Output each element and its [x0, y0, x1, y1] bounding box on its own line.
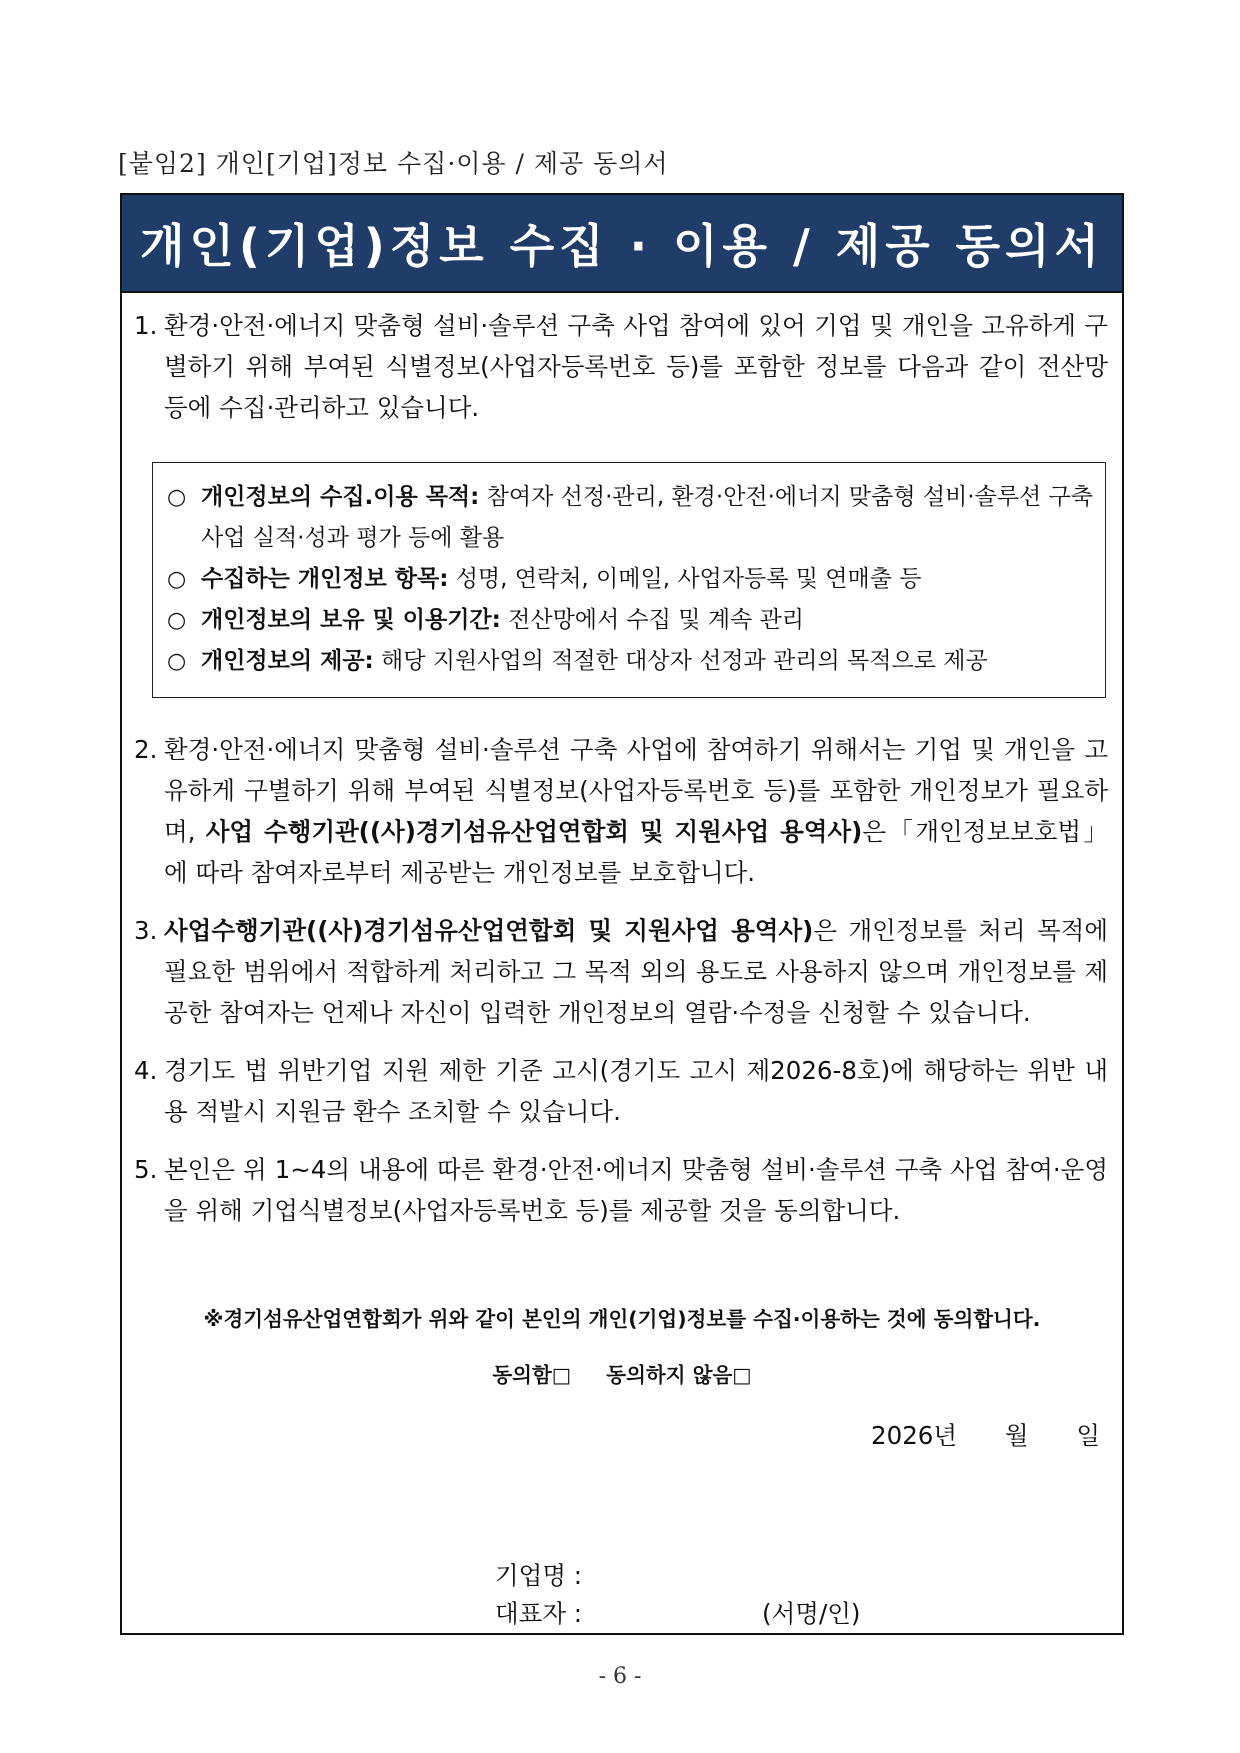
representative-label: 대표자 :	[495, 1599, 583, 1628]
item-3	[134, 910, 1108, 1033]
box-item-fields	[167, 559, 1093, 600]
item-1	[134, 305, 1108, 428]
date-year: 2026년	[871, 1421, 958, 1450]
box-item-label: 개인정보의 보유 및 이용기간:	[201, 607, 501, 633]
company-name-line	[495, 1557, 582, 1592]
form-title: 개인(기업)정보 수집 · 이용 / 제공 동의서	[122, 195, 1122, 293]
agree-checkbox[interactable]: 동의함□	[492, 1363, 572, 1387]
item-1-number: 1.	[134, 311, 158, 340]
box-item-label: 개인정보의 제공:	[201, 648, 374, 674]
company-name-label: 기업명 :	[495, 1561, 583, 1590]
page-number: - 6 -	[598, 1664, 642, 1689]
box-item-text: 전산망에서 수집 및 계속 관리	[500, 607, 805, 633]
collection-details-box	[152, 462, 1106, 698]
item-2-number: 2.	[134, 735, 158, 764]
item-2-text-a: 환경·안전·에너지 맞춤형 설비·솔루션 구축 사업에 참여하기 위해서는 기업 및 개인을 고유하게 구별하기 위해 부여된 식별정보(사업자등록번호 등)를 포함한 개인정보가 필요하며,	[164, 735, 1108, 846]
box-item-label: 개인정보의 수집.이용 목적:	[201, 484, 480, 510]
attachment-label: [붙임2] 개인[기업]정보 수집·이용 / 제공 동의서	[118, 149, 669, 178]
item-4-number: 4.	[134, 1056, 158, 1085]
item-2-bold: 사업 수행기관((사)경기섬유산업연합회 및 지원사업 용역사)	[205, 817, 863, 846]
item-5-text: 본인은 위 1~4의 내용에 따른 환경·안전·에너지 맞춤형 설비·솔루션 구축 사업 참여·운영을 위해 기업식별정보(사업자등록번호 등)를 제공할 것을 동의합니다.	[164, 1155, 1108, 1225]
item-2-text-b: 은「개인정보보호법」에 따라 참여자로부터 제공받는 개인정보를 보호합니다.	[164, 817, 1108, 887]
disagree-checkbox[interactable]: 동의하지 않음□	[606, 1363, 752, 1387]
item-4	[134, 1050, 1108, 1132]
item-3-bold: 사업수행기관((사)경기섬유산업연합회 및 지원사업 용역사)	[164, 916, 814, 945]
box-item-text: 참여자 선정·관리, 환경·안전·에너지 맞춤형 설비·솔루션 구축 사업 실적·성과 평가 등에 활용	[201, 484, 1094, 551]
consent-notice: ※경기섬유산업연합회가 위와 같이 본인의 개인(기업)정보를 수집·이용하는 것에 동의합니다.	[203, 1307, 1041, 1331]
circle-bullet-icon: ○	[167, 649, 187, 674]
box-item-provision	[167, 641, 1093, 682]
signature-label: (서명/인)	[762, 1599, 861, 1628]
date-day: 일	[1076, 1421, 1100, 1450]
signature-date	[871, 1417, 1100, 1452]
item-1-text: 환경·안전·에너지 맞춤형 설비·솔루션 구축 사업 참여에 있어 기업 및 개인을 고유하게 구별하기 위해 부여된 식별정보(사업자등록번호 등)를 포함한 정보를 다음과 같이 전산망 등에 수집·관리하고 있습니다.	[164, 311, 1108, 422]
box-item-label: 수집하는 개인정보 항목:	[201, 566, 449, 592]
box-item-purpose	[167, 477, 1093, 559]
representative-line	[495, 1595, 860, 1630]
item-2	[134, 729, 1108, 893]
consent-form-frame	[120, 193, 1124, 1635]
box-item-text: 해당 지원사업의 적절한 대상자 선정과 관리의 목적으로 제공	[373, 648, 988, 674]
item-3-number: 3.	[134, 916, 158, 945]
circle-bullet-icon: ○	[167, 485, 187, 510]
box-item-retention	[167, 600, 1093, 641]
circle-bullet-icon: ○	[167, 567, 187, 592]
item-3-text: 은 개인정보를 처리 목적에 필요한 범위에서 적합하게 처리하고 그 목적 외의 용도로 사용하지 않으며 개인정보를 제공한 참여자는 언제나 자신이 입력한 개인정보의 열람·수정을 신청할 수 있습니다.	[164, 916, 1108, 1027]
date-month: 월	[1004, 1421, 1029, 1450]
circle-bullet-icon: ○	[167, 608, 187, 633]
item-4-text: 경기도 법 위반기업 지원 제한 기준 고시(경기도 고시 제2026-8호)에 해당하는 위반 내용 적발시 지원금 환수 조치할 수 있습니다.	[164, 1056, 1108, 1126]
item-5	[134, 1149, 1108, 1231]
agreement-options	[122, 1358, 1122, 1388]
box-item-text: 성명, 연락처, 이메일, 사업자등록 및 연매출 등	[448, 566, 922, 592]
item-5-number: 5.	[134, 1155, 158, 1184]
